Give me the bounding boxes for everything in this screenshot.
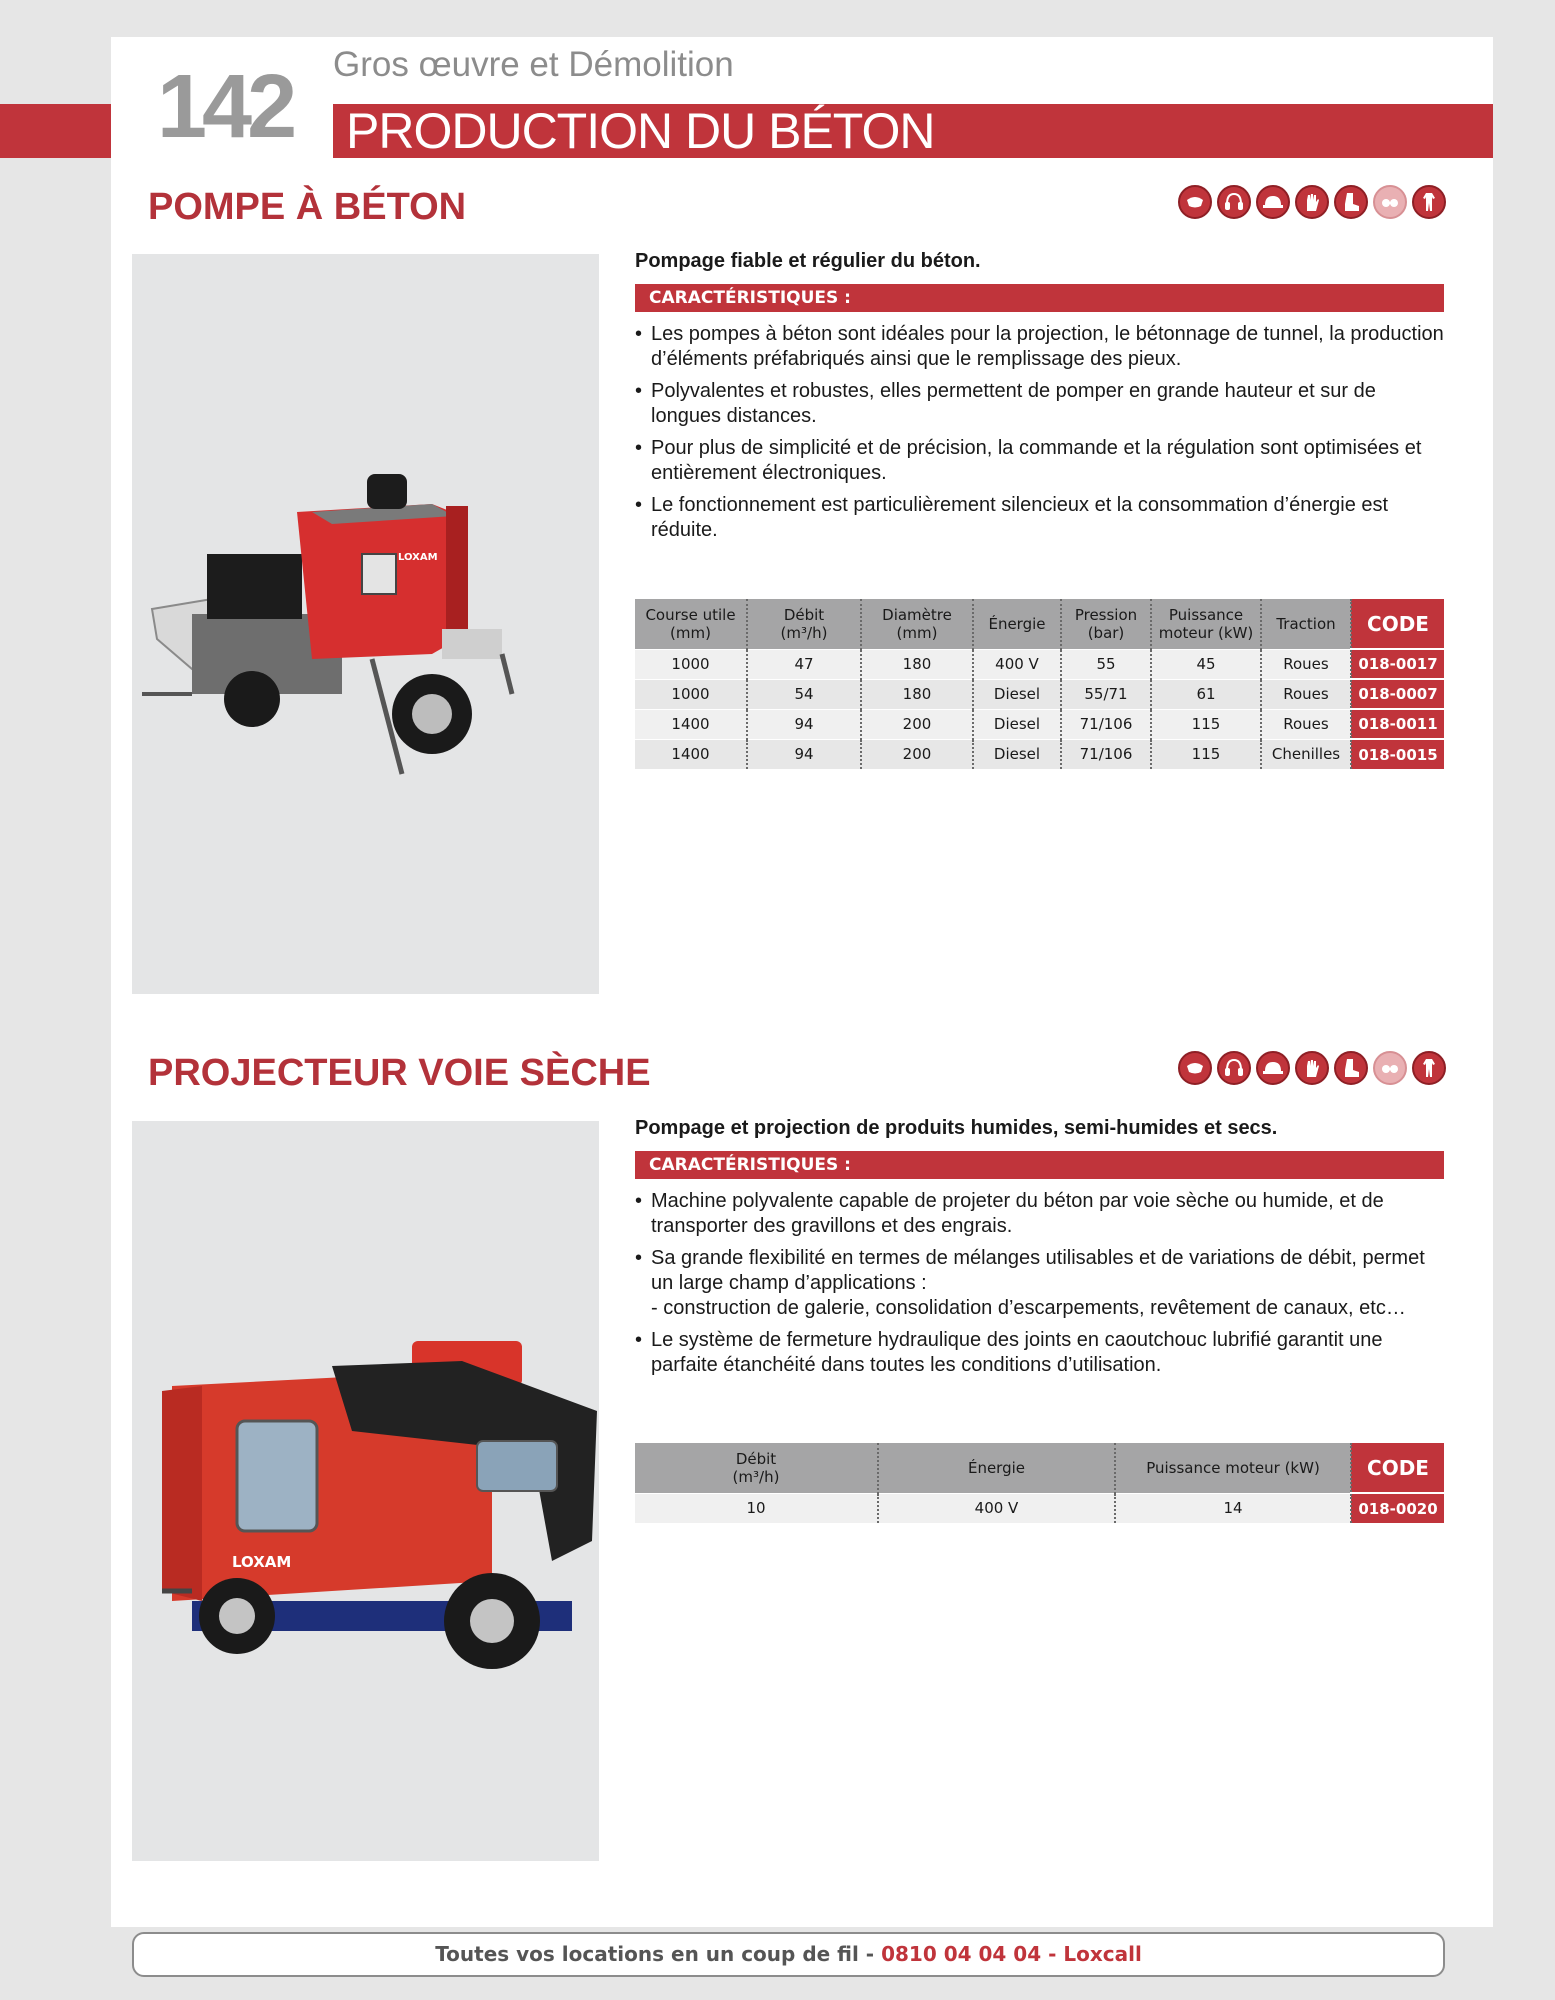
list-item: • Les pompes à béton sont idéales pour la projection, le bétonnage de tunnel, la production d’éléments préfabriqués ainsi que le remplissage des pieux. xyxy=(635,322,1450,372)
characteristics-list xyxy=(635,1189,1450,1385)
brand-label: LOXAM xyxy=(398,552,438,563)
shotcrete-machine-illustration xyxy=(132,1121,599,1861)
table-row xyxy=(635,1493,1444,1523)
coverall-icon xyxy=(1412,1051,1446,1085)
brand-label: LOXAM xyxy=(232,1553,292,1571)
list-item: • Pour plus de simplicité et de précision, la commande et la régulation sont optimisées et entièrement électroniques. xyxy=(635,436,1450,486)
column-header: Puissance moteur (kW) xyxy=(1151,599,1261,649)
footer-phone[interactable]: 0810 04 04 04 - Loxcall xyxy=(881,1942,1142,1966)
column-header: Puissance moteur (kW) xyxy=(1115,1443,1351,1493)
left-accent-bar xyxy=(0,104,111,158)
table-cell: 1400 xyxy=(635,709,747,739)
characteristics-list xyxy=(635,322,1450,550)
product-title-pompe: POMPE À BÉTON xyxy=(148,186,467,228)
helmet-icon xyxy=(1256,185,1290,219)
table-cell: 71/106 xyxy=(1061,739,1151,769)
photo-projecteur-voie-seche xyxy=(132,1121,599,1861)
table-cell: 54 xyxy=(747,679,861,709)
coverall-icon xyxy=(1412,185,1446,219)
helmet-icon xyxy=(1256,1051,1290,1085)
table-cell: 180 xyxy=(861,679,973,709)
table-row xyxy=(635,679,1444,709)
specs-table-pompe xyxy=(635,599,1444,769)
list-item: • Machine polyvalente capable de projeter du béton par voie sèche ou humide, et de transporter des gravillons et des engrais. xyxy=(635,1189,1450,1239)
section-title: PRODUCTION DU BÉTON xyxy=(333,104,1493,158)
product-intro-projecteur: Pompage et projection de produits humides, semi-humides et secs. xyxy=(635,1117,1278,1139)
safety-icons-row xyxy=(1178,185,1446,219)
photo-pompe-a-beton xyxy=(132,254,599,994)
specs-table-projecteur xyxy=(635,1443,1444,1523)
column-header: Pression (bar) xyxy=(1061,599,1151,649)
table-cell: 94 xyxy=(747,739,861,769)
list-item: • Sa grande flexibilité en termes de mélanges utilisables et de variations de débit, permet un large champ d’applications : - construction de galerie, consolidation d’escarpements, revêtement de canaux, etc… xyxy=(635,1246,1450,1321)
characteristics-bar: CARACTÉRISTIQUES : xyxy=(635,284,1444,312)
product-code: 018-0020 xyxy=(1351,1493,1444,1523)
table-cell: 200 xyxy=(861,709,973,739)
table-cell: 55/71 xyxy=(1061,679,1151,709)
table-cell: Diesel xyxy=(973,679,1061,709)
table-row xyxy=(635,649,1444,679)
boots-icon xyxy=(1334,185,1368,219)
table-cell: 45 xyxy=(1151,649,1261,679)
column-header: Diamètre (mm) xyxy=(861,599,973,649)
category-title: Gros œuvre et Démolition xyxy=(333,45,734,84)
table-row xyxy=(635,739,1444,769)
product-code: 018-0015 xyxy=(1351,739,1444,769)
glasses-icon xyxy=(1373,185,1407,219)
table-cell: 71/106 xyxy=(1061,709,1151,739)
product-intro-pompe: Pompage fiable et régulier du béton. xyxy=(635,250,981,272)
sub-item: - construction de galerie, consolidation d’escarpements, revêtement de canaux, etc… xyxy=(651,1297,1406,1319)
glasses-icon xyxy=(1373,1051,1407,1085)
table-cell: 1400 xyxy=(635,739,747,769)
column-header: Énergie xyxy=(878,1443,1115,1493)
table-row xyxy=(635,709,1444,739)
gloves-icon xyxy=(1295,185,1329,219)
footer-banner xyxy=(132,1932,1445,1977)
table-cell: 200 xyxy=(861,739,973,769)
table-cell: 180 xyxy=(861,649,973,679)
product-code: 018-0007 xyxy=(1351,679,1444,709)
safety-icons-row xyxy=(1178,1051,1446,1085)
mask-icon xyxy=(1178,185,1212,219)
concrete-pump-illustration xyxy=(132,254,599,994)
column-header-code: CODE xyxy=(1351,1443,1444,1493)
table-cell: Chenilles xyxy=(1261,739,1351,769)
column-header-code: CODE xyxy=(1351,599,1444,649)
column-header: Traction xyxy=(1261,599,1351,649)
table-cell: 47 xyxy=(747,649,861,679)
table-cell: 61 xyxy=(1151,679,1261,709)
list-item: • Le fonctionnement est particulièrement silencieux et la consommation d’énergie est réduite. xyxy=(635,493,1450,543)
table-cell: 55 xyxy=(1061,649,1151,679)
list-item: • Le système de fermeture hydraulique des joints en caoutchouc lubrifié garantit une parfaite étanchéité dans toutes les conditions d’utilisation. xyxy=(635,1328,1450,1378)
footer-text: Toutes vos locations en un coup de fil - xyxy=(435,1942,882,1966)
boots-icon xyxy=(1334,1051,1368,1085)
table-cell: Roues xyxy=(1261,709,1351,739)
table-cell: Roues xyxy=(1261,679,1351,709)
page-number: 142 xyxy=(157,57,293,157)
table-cell: Diesel xyxy=(973,709,1061,739)
ear-protection-icon xyxy=(1217,185,1251,219)
product-code: 018-0011 xyxy=(1351,709,1444,739)
table-cell: 115 xyxy=(1151,709,1261,739)
column-header: Débit (m³/h) xyxy=(747,599,861,649)
table-cell: 400 V xyxy=(878,1493,1115,1523)
table-cell: Diesel xyxy=(973,739,1061,769)
product-title-projecteur: PROJECTEUR VOIE SÈCHE xyxy=(148,1052,651,1094)
table-cell: 94 xyxy=(747,709,861,739)
ear-protection-icon xyxy=(1217,1051,1251,1085)
table-cell: Roues xyxy=(1261,649,1351,679)
table-cell: 1000 xyxy=(635,679,747,709)
product-code: 018-0017 xyxy=(1351,649,1444,679)
table-cell: 14 xyxy=(1115,1493,1351,1523)
gloves-icon xyxy=(1295,1051,1329,1085)
column-header: Débit (m³/h) xyxy=(635,1443,878,1493)
column-header: Énergie xyxy=(973,599,1061,649)
list-item: • Polyvalentes et robustes, elles permettent de pomper en grande hauteur et sur de longues distances. xyxy=(635,379,1450,429)
table-cell: 1000 xyxy=(635,649,747,679)
table-cell: 400 V xyxy=(973,649,1061,679)
column-header: Course utile (mm) xyxy=(635,599,747,649)
table-cell: 115 xyxy=(1151,739,1261,769)
characteristics-bar: CARACTÉRISTIQUES : xyxy=(635,1151,1444,1179)
mask-icon xyxy=(1178,1051,1212,1085)
table-cell: 10 xyxy=(635,1493,878,1523)
